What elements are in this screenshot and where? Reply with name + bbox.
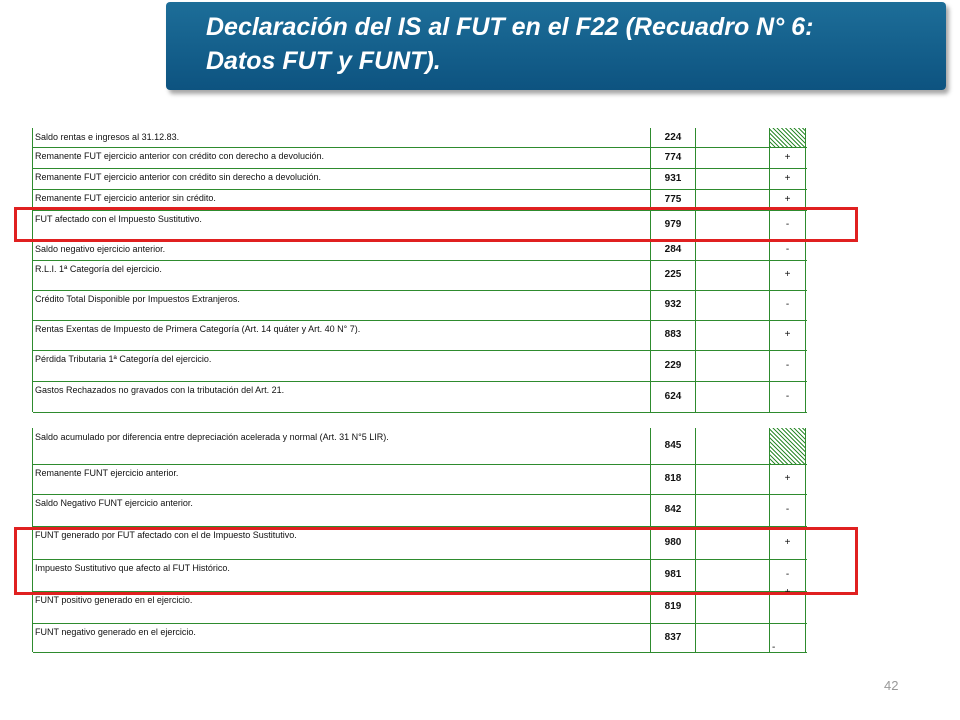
row-description: Remanente FUT ejercicio anterior sin crédito. (35, 193, 216, 203)
row-value-field[interactable] (695, 350, 769, 381)
row-value-field[interactable] (695, 240, 769, 260)
row-sign: + (769, 147, 806, 168)
row-value-field[interactable] (695, 147, 769, 168)
row-value-field[interactable] (695, 381, 769, 412)
funt-row (33, 587, 807, 624)
row-value-field[interactable] (695, 428, 769, 464)
row-code: 842 (650, 494, 695, 526)
row-sign: - (769, 350, 806, 381)
row-sign: + (769, 591, 806, 623)
fut-row (33, 168, 807, 190)
row-sign: + (769, 526, 806, 559)
row-description: Saldo rentas e ingresos al 31.12.83. (35, 132, 180, 142)
row-description: FUNT negativo generado en el ejercicio. (35, 627, 196, 637)
slide-title-line1: Declaración del IS al FUT en el F22 (Recuadro N° 6: (206, 13, 814, 41)
row-code: 845 (650, 428, 695, 464)
funt-row (33, 464, 807, 495)
row-description: Saldo Negativo FUNT ejercicio anterior. (35, 498, 193, 508)
row-value-field[interactable] (695, 591, 769, 623)
row-sign: + (769, 320, 806, 350)
row-code: 225 (650, 260, 695, 290)
slide-title-line2: Datos FUT y FUNT). (206, 47, 441, 75)
row-sign: - (769, 240, 806, 260)
row-code: 284 (650, 240, 695, 260)
row-value-field[interactable] (695, 464, 769, 494)
row-sign: - (769, 559, 806, 591)
row-description: FUNT positivo generado en el ejercicio. (35, 595, 193, 605)
row-value-field[interactable] (695, 128, 769, 147)
funt-row (33, 494, 807, 527)
row-sign: + (769, 189, 806, 210)
hatched-cell (769, 428, 806, 464)
row-description: FUNT generado por FUT afectado con el de Impuesto Sustitutivo. (35, 530, 297, 540)
row-code: 624 (650, 381, 695, 412)
fut-row (33, 128, 807, 148)
row-sign: - (769, 290, 806, 320)
row-description: R.L.I. 1ª Categoría del ejercicio. (35, 264, 162, 274)
row-code: 979 (650, 210, 695, 240)
row-description: Pérdida Tributaria 1ª Categoría del ejercicio. (35, 354, 212, 364)
row-code: 883 (650, 320, 695, 350)
row-code: 931 (650, 168, 695, 189)
row-description: Impuesto Sustitutivo que afecto al FUT Histórico. (35, 563, 230, 573)
highlight-box-funt-substitute (14, 527, 858, 595)
funt-row (33, 428, 807, 465)
row-description: Remanente FUT ejercicio anterior con crédito sin derecho a devolución. (35, 172, 321, 182)
row-code: 981 (650, 559, 695, 591)
row-sign: + (769, 168, 806, 189)
row-sign: - (769, 623, 806, 652)
row-description: Saldo acumulado por diferencia entre depreciación acelerada y normal (Art. 31 N°5 LIR). (35, 432, 389, 442)
highlight-box-fut-affected (14, 207, 858, 242)
hatched-cell (769, 128, 806, 147)
row-description: Gastos Rechazados no gravados con la tributación del Art. 21. (35, 385, 285, 395)
row-description: Remanente FUT ejercicio anterior con crédito con derecho a devolución. (35, 151, 324, 161)
row-sign: - (769, 210, 806, 240)
row-code: 819 (650, 591, 695, 623)
fut-row (33, 381, 807, 413)
fut-row (33, 290, 807, 321)
row-sign: - (769, 381, 806, 412)
row-sign: + (769, 464, 806, 494)
fut-row (33, 320, 807, 351)
fut-row (33, 147, 807, 169)
slide-title-banner (166, 2, 946, 90)
row-value-field[interactable] (695, 290, 769, 320)
row-code: 818 (650, 464, 695, 494)
fut-data-table (32, 128, 807, 412)
row-code: 932 (650, 290, 695, 320)
row-code: 774 (650, 147, 695, 168)
row-code: 775 (650, 189, 695, 210)
fut-row (33, 260, 807, 291)
row-description: Rentas Exentas de Impuesto de Primera Categoría (Art. 14 quáter y Art. 40 N° 7). (35, 324, 361, 334)
row-code: 837 (650, 623, 695, 652)
funt-row (33, 623, 807, 653)
row-description: Crédito Total Disponible por Impuestos Extranjeros. (35, 294, 240, 304)
row-sign: + (769, 260, 806, 290)
row-code: 980 (650, 526, 695, 559)
page-number: 42 (884, 678, 899, 693)
row-value-field[interactable] (695, 494, 769, 526)
row-sign: - (769, 494, 806, 526)
fut-row (33, 350, 807, 382)
fut-row (33, 240, 807, 261)
row-code: 224 (650, 128, 695, 147)
row-value-field[interactable] (695, 260, 769, 290)
row-description: Saldo negativo ejercicio anterior. (35, 244, 166, 254)
row-value-field[interactable] (695, 168, 769, 189)
row-code: 229 (650, 350, 695, 381)
row-value-field[interactable] (695, 623, 769, 652)
row-value-field[interactable] (695, 320, 769, 350)
row-description: FUT afectado con el Impuesto Sustitutivo. (35, 214, 202, 224)
row-description: Remanente FUNT ejercicio anterior. (35, 468, 179, 478)
